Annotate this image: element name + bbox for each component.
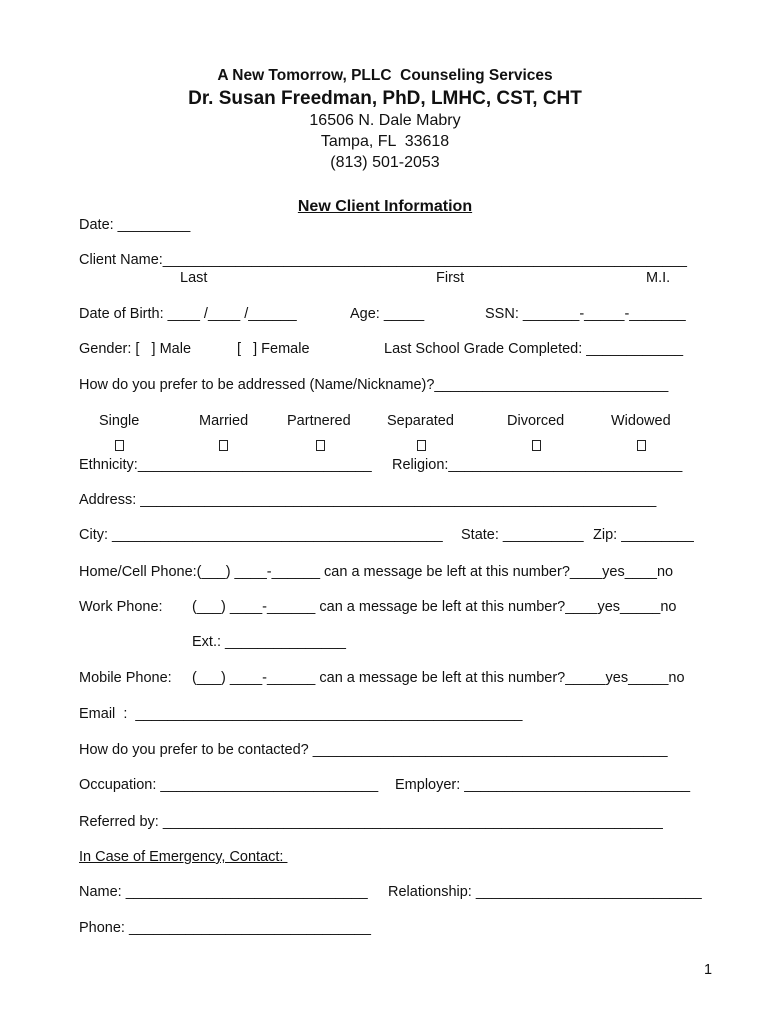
contact-preference-field[interactable]: How do you prefer to be contacted? ____________________________________________ xyxy=(79,742,668,758)
marital-divorced-label: Divorced xyxy=(507,413,565,429)
home-cell-phone-field[interactable]: Home/Cell Phone:(___) ____-______ can a message be left at this number?____yes____no xyxy=(79,564,674,580)
first-name-label: First xyxy=(436,270,465,286)
mobile-phone-label: Mobile Phone: xyxy=(79,670,172,686)
marital-married-checkbox[interactable] xyxy=(219,440,228,451)
preferred-name-field[interactable]: How do you prefer to be addressed (Name/Nickname)?_____________________________ xyxy=(79,377,669,393)
practice-name: A New Tomorrow, PLLC Counseling Services xyxy=(217,67,553,84)
marital-partnered-label: Partnered xyxy=(287,413,351,429)
emergency-phone-field[interactable]: Phone: ______________________________ xyxy=(79,920,371,936)
school-grade-field[interactable]: Last School Grade Completed: ____________ xyxy=(384,341,684,357)
age-field[interactable]: Age: _____ xyxy=(350,306,425,322)
work-phone-label: Work Phone: xyxy=(79,599,163,615)
work-phone-ext-field[interactable]: Ext.: _______________ xyxy=(192,634,346,650)
referred-by-field[interactable]: Referred by: ______________________________________________________________ xyxy=(79,814,663,830)
office-phone: (813) 501-2053 xyxy=(330,154,440,171)
ssn-field[interactable]: SSN: _______-_____-_______ xyxy=(485,306,686,322)
work-phone-field[interactable]: (___) ____-______ can a message be left at this number?____yes_____no xyxy=(192,599,677,615)
emergency-contact-heading: In Case of Emergency, Contact: xyxy=(79,849,288,865)
marital-single-checkbox[interactable] xyxy=(115,440,124,451)
dob-field[interactable]: Date of Birth: ____ /____ /______ xyxy=(79,306,297,322)
page-number: 1 xyxy=(704,962,713,978)
marital-married-label: Married xyxy=(199,413,249,429)
marital-single-label: Single xyxy=(99,413,140,429)
marital-separated-label: Separated xyxy=(387,413,454,429)
marital-separated-checkbox[interactable] xyxy=(417,440,426,451)
mobile-phone-field[interactable]: (___) ____-______ can a message be left at this number?_____yes_____no xyxy=(192,670,685,686)
last-name-label: Last xyxy=(180,270,208,286)
form-title: New Client Information xyxy=(297,198,473,215)
middle-initial-label: M.I. xyxy=(646,270,671,286)
zip-field[interactable]: Zip: _________ xyxy=(593,527,694,543)
emergency-relationship-field[interactable]: Relationship: ____________________________ xyxy=(388,884,702,900)
occupation-field[interactable]: Occupation: ___________________________ xyxy=(79,777,379,793)
gender-female-option[interactable]: [ ] Female xyxy=(237,341,310,357)
date-field[interactable]: Date: _________ xyxy=(79,217,191,233)
email-field[interactable]: Email : ________________________________________________ xyxy=(79,706,523,722)
marital-partnered-checkbox[interactable] xyxy=(316,440,325,451)
city-state: Tampa, FL 33618 xyxy=(320,133,450,150)
emergency-name-field[interactable]: Name: ______________________________ xyxy=(79,884,368,900)
address-field[interactable]: Address: ________________________________________________________________ xyxy=(79,492,657,508)
gender-male-option[interactable]: Gender: [ ] Male xyxy=(79,341,192,357)
city-field[interactable]: City: _________________________________________ xyxy=(79,527,443,543)
employer-field[interactable]: Employer: ____________________________ xyxy=(395,777,691,793)
doctor-name: Dr. Susan Freedman, PhD, LMHC, CST, CHT xyxy=(188,88,582,109)
marital-divorced-checkbox[interactable] xyxy=(532,440,541,451)
marital-widowed-label: Widowed xyxy=(611,413,671,429)
ethnicity-field[interactable]: Ethnicity:_____________________________ xyxy=(79,457,372,473)
marital-widowed-checkbox[interactable] xyxy=(637,440,646,451)
client-name-field[interactable]: Client Name:_________________________________________________________________ xyxy=(79,252,687,268)
state-field[interactable]: State: __________ xyxy=(461,527,584,543)
religion-field[interactable]: Religion:_____________________________ xyxy=(392,457,683,473)
street-address: 16506 N. Dale Mabry xyxy=(309,112,461,129)
